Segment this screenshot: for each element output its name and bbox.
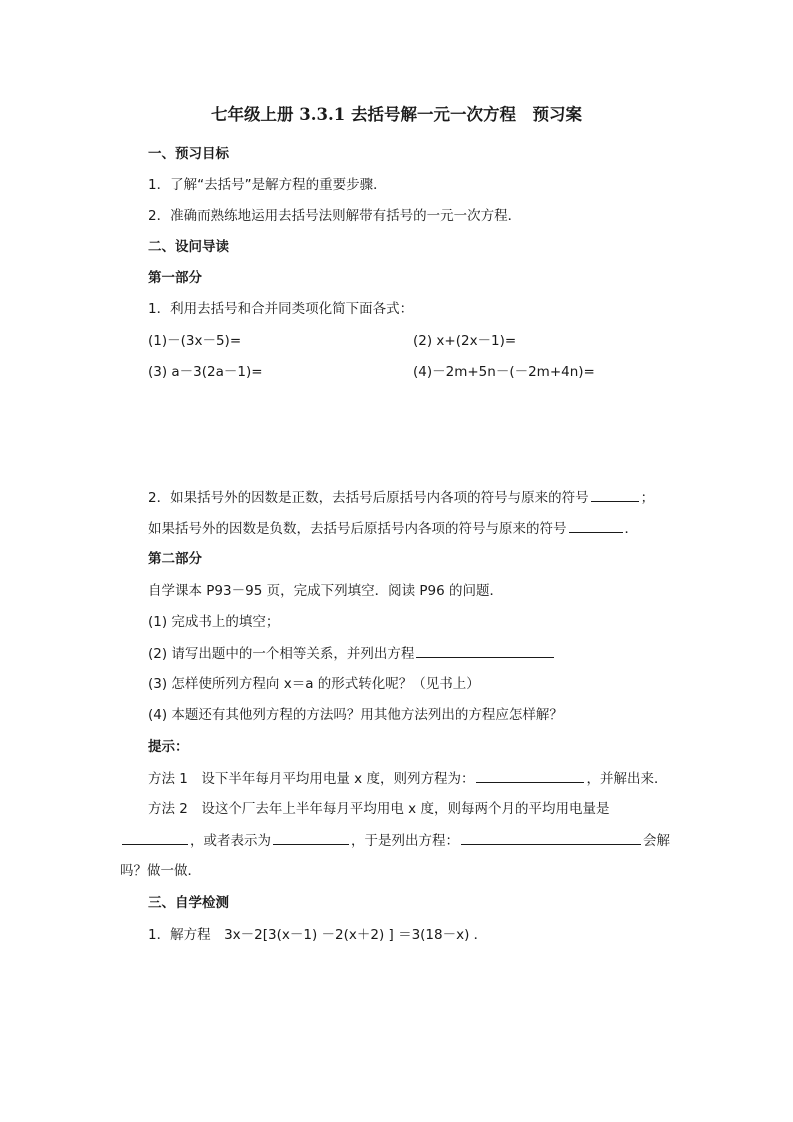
method-2-line-3: 吗？做一做． xyxy=(120,863,201,879)
section-heading-self-check: 三、自学检测 xyxy=(148,895,229,911)
part-2-item-4: (4) 本题还有其他列方程的方法吗？用其他方法列出的方程应怎样解？ xyxy=(148,707,563,723)
question-2-line-2 xyxy=(148,519,638,538)
page-title: 七年级上册 3.3.1 去括号解一元一次方程 预习案 xyxy=(211,105,582,124)
goal-item-2: 2．准确而熟练地运用去括号法则解带有括号的一元一次方程． xyxy=(148,208,522,224)
method-1-text: 方法 1 设下半年每月平均用电量 x 度，则列方程为： xyxy=(148,771,475,787)
fill-blank[interactable] xyxy=(476,769,584,783)
hint-heading: 提示： xyxy=(148,739,189,755)
method-2-line-2-text-a: ，或者表示为 xyxy=(190,833,271,849)
part-2-intro: 自学课本 P93－95 页，完成下列填空．阅读 P96 的问题． xyxy=(148,583,503,599)
section-heading-preview-goals: 一、预习目标 xyxy=(148,146,229,162)
fill-blank[interactable] xyxy=(416,644,554,658)
question-2-line-1-text: 2．如果括号外的因数是正数，去括号后原括号内各项的符号与原来的符号 xyxy=(148,490,589,506)
question-2-line-1-end: ； xyxy=(640,490,655,506)
method-1-end: ，并解出来． xyxy=(586,771,668,787)
expression-3: (3) a－3(2a－1)= xyxy=(148,364,263,380)
method-2-line-2-text-b: ，于是列出方程： xyxy=(351,833,459,849)
method-2-line-2-end: 会解 xyxy=(643,833,670,849)
part-2-item-2 xyxy=(148,644,556,663)
part-2-item-2-text: (2) 请写出题中的一个相等关系，并列出方程 xyxy=(148,646,415,662)
question-2-line-2-text: 如果括号外的因数是负数，去括号后原括号内各项的符号与原来的符号 xyxy=(148,521,567,537)
section-heading-guided-questions: 二、设问导读 xyxy=(148,239,229,255)
question-2-line-2-end: ． xyxy=(624,521,638,537)
expression-4: (4)－2m+5n－(－2m+4n)= xyxy=(413,364,595,380)
self-check-question-1: 1．解方程 3x－2[3(x－1) －2(x＋2) ] ＝3(18－x) ． xyxy=(148,927,488,943)
part-heading-2: 第二部分 xyxy=(148,551,202,567)
fill-blank[interactable] xyxy=(273,831,349,845)
fill-blank[interactable] xyxy=(569,519,623,533)
expression-2: (2) x+(2x－1)= xyxy=(413,333,517,349)
question-1: 1．利用去括号和合并同类项化简下面各式： xyxy=(148,301,414,317)
fill-blank[interactable] xyxy=(122,831,188,845)
method-1 xyxy=(148,769,667,788)
fill-blank[interactable] xyxy=(591,488,639,502)
goal-item-1: 1．了解“去括号”是解方程的重要步骤． xyxy=(148,177,387,193)
method-2-line-1: 方法 2 设这个厂去年上半年每月平均用电 x 度，则每两个月的平均用电量是 xyxy=(148,801,610,817)
question-2-line-1 xyxy=(148,488,654,507)
part-2-item-1: (1) 完成书上的填空； xyxy=(148,614,280,630)
expression-1: (1)－(3x－5)= xyxy=(148,333,242,349)
part-2-item-3: (3) 怎样使所列方程向 x＝a 的形式转化呢？（见书上） xyxy=(148,676,480,692)
part-heading-1: 第一部分 xyxy=(148,270,202,286)
method-2-line-2 xyxy=(120,831,670,850)
fill-blank[interactable] xyxy=(461,831,641,845)
